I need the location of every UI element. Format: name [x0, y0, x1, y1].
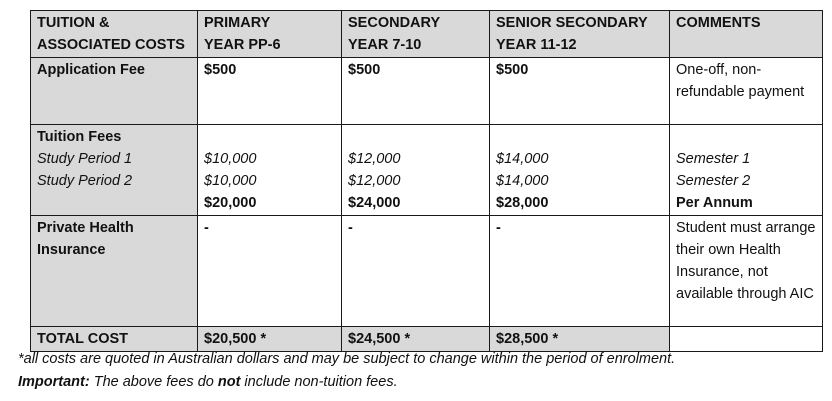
health-insurance-senior: - [490, 216, 670, 327]
health-insurance-primary: - [198, 216, 342, 327]
tuition-fees-primary: $10,000 $10,000 $20,000 [198, 125, 342, 216]
application-fee-secondary: $500 [342, 58, 490, 125]
total-cost-label: TOTAL COST [31, 327, 198, 352]
total-cost-primary: $20,500 * [198, 327, 342, 352]
health-insurance-row [31, 216, 823, 327]
tuition-fees-senior: $14,000 $14,000 $28,000 [490, 125, 670, 216]
health-insurance-comment: Student must arrange their own Health Insurance, not available through AIC [670, 216, 823, 327]
header-costs: TUITION & ASSOCIATED COSTS [31, 11, 198, 58]
header-primary: PRIMARY YEAR PP-6 [198, 11, 342, 58]
footnote-currency: *all costs are quoted in Australian dollars and may be subject to change within the period of enrolment. [18, 351, 676, 367]
tuition-fees-secondary: $12,000 $12,000 $24,000 [342, 125, 490, 216]
total-cost-secondary: $24,500 * [342, 327, 490, 352]
health-insurance-secondary: - [342, 216, 490, 327]
total-cost-comment [670, 327, 823, 352]
application-fee-label: Application Fee [31, 58, 198, 125]
fees-table [30, 10, 823, 352]
tuition-fees-comments: Semester 1 Semester 2 Per Annum [670, 125, 823, 216]
total-cost-row [31, 327, 823, 352]
application-fee-row [31, 58, 823, 125]
health-insurance-label: Private Health Insurance [31, 216, 198, 327]
tuition-fees-row [31, 125, 823, 216]
application-fee-senior: $500 [490, 58, 670, 125]
header-row [31, 11, 823, 58]
total-cost-senior: $28,500 * [490, 327, 670, 352]
application-fee-primary: $500 [198, 58, 342, 125]
footnote-important: Important: The above fees do not include non-tuition fees. [18, 374, 398, 390]
header-secondary: SECONDARY YEAR 7-10 [342, 11, 490, 58]
tuition-fees-label-cell: Tuition Fees Study Period 1 Study Period 2 [31, 125, 198, 216]
application-fee-comment: One-off, non-refundable payment [670, 58, 823, 125]
header-comments: COMMENTS [670, 11, 823, 58]
header-senior-secondary: SENIOR SECONDARY YEAR 11-12 [490, 11, 670, 58]
